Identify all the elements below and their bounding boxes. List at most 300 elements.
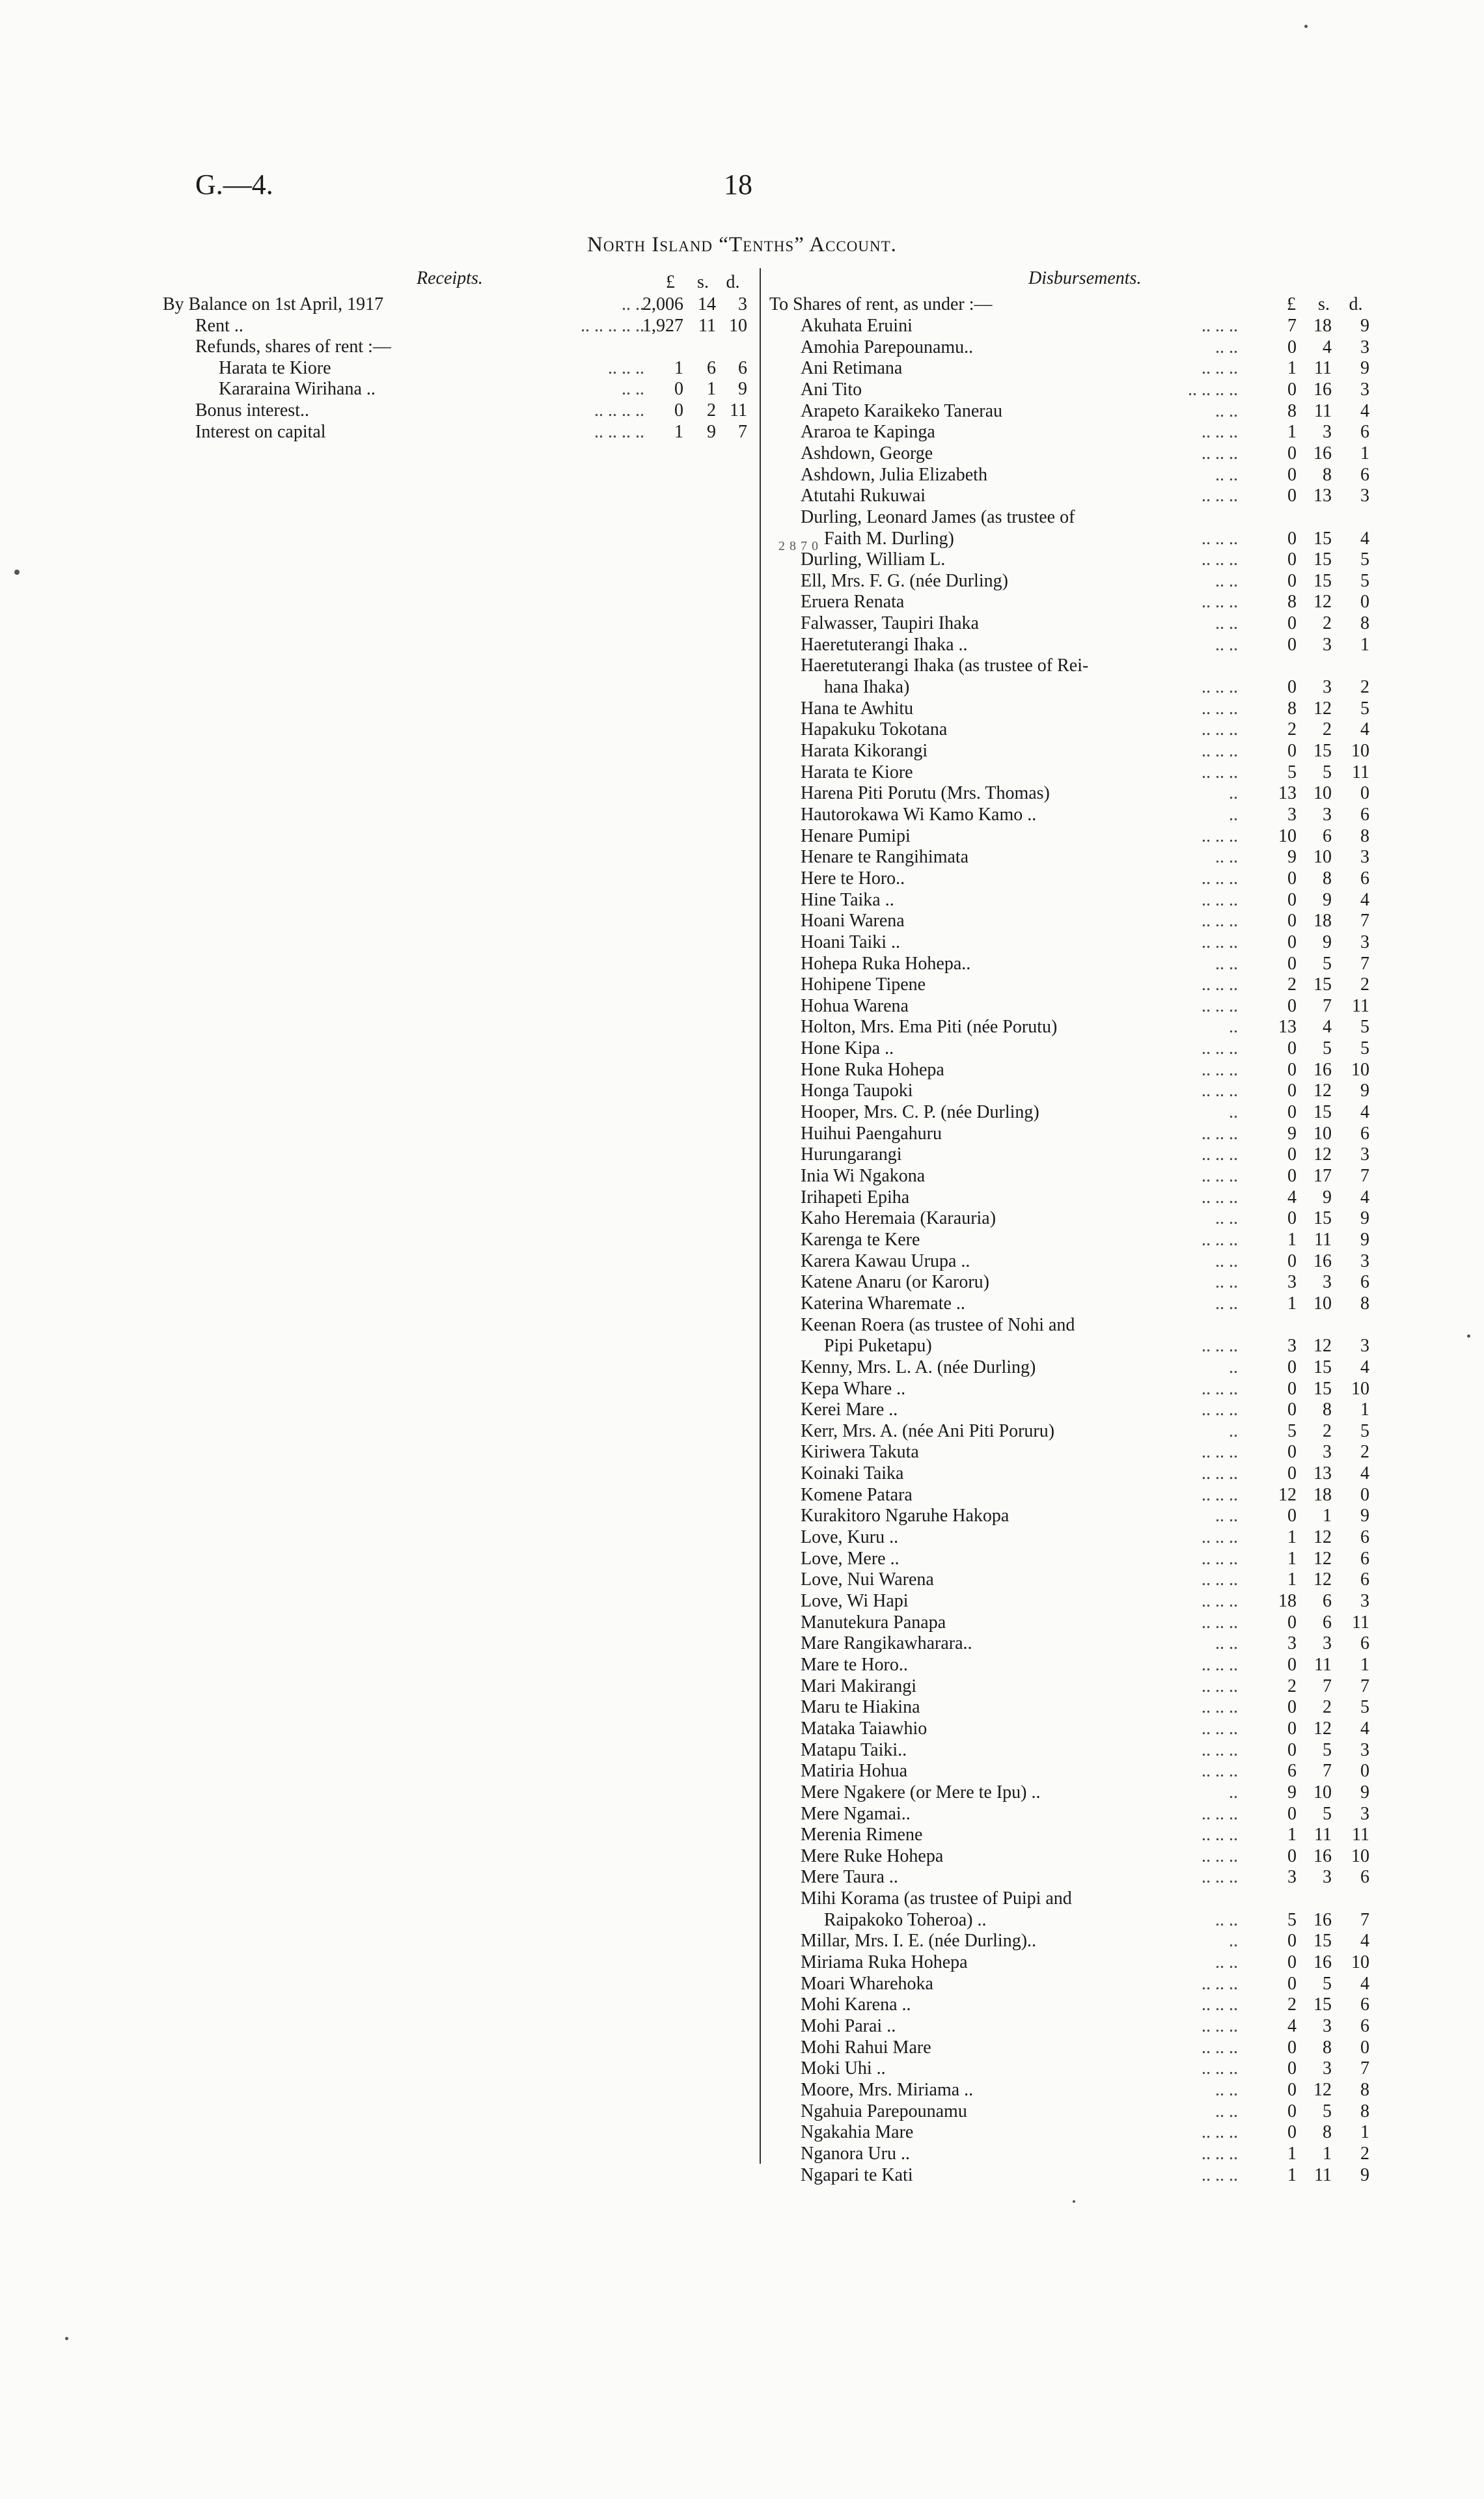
disbursement-label: Matapu Taiki..	[801, 1739, 907, 1760]
disbursement-row	[769, 847, 1372, 868]
disbursement-row	[769, 868, 1372, 889]
disbursement-pence: 6	[1360, 804, 1369, 825]
disbursement-shillings: 12	[1313, 1718, 1332, 1739]
disbursement-pounds: 9	[1287, 1123, 1297, 1144]
disbursement-shillings: 16	[1313, 1952, 1332, 1973]
receipt-label: Rent ..	[195, 315, 243, 336]
disbursement-pounds: 0	[1287, 570, 1297, 591]
disbursement-pounds: 0	[1287, 1803, 1297, 1824]
disbursement-shillings: 12	[1313, 1548, 1332, 1569]
disbursement-pence: 8	[1360, 2101, 1369, 2121]
disbursement-leader-dots: .. ..	[1215, 400, 1238, 421]
disbursement-label: Harata te Kiore	[801, 762, 913, 782]
disbursement-leader-dots: .. .. .. ..	[1188, 379, 1238, 400]
disbursement-row	[769, 486, 1372, 506]
page-number: 18	[724, 169, 752, 200]
disbursement-leader-dots: .. .. ..	[1202, 889, 1238, 910]
disbursement-pounds: 1	[1287, 1229, 1297, 1250]
disbursement-row	[769, 1952, 1372, 1973]
receipt-shillings: 11	[698, 315, 716, 336]
scan-speck	[1467, 1334, 1470, 1338]
disbursement-leader-dots: .. .. ..	[1202, 2037, 1238, 2058]
disbursement-label: Hana te Awhitu	[801, 698, 914, 719]
disbursement-label: Nganora Uru ..	[801, 2143, 910, 2164]
receipts-shillings-header: s.	[697, 272, 709, 292]
disbursement-leader-dots: .. ..	[1215, 953, 1238, 974]
disbursement-leader-dots: .. .. ..	[1202, 2016, 1238, 2036]
disbursement-shillings: 10	[1313, 1782, 1332, 1802]
disbursement-row	[769, 974, 1372, 995]
disbursement-leader-dots: .. .. ..	[1202, 2122, 1238, 2143]
disbursement-pence: 10	[1351, 1378, 1369, 1399]
disbursement-pounds: 0	[1287, 486, 1297, 506]
disbursement-pounds: 13	[1278, 783, 1297, 804]
disbursement-shillings: 4	[1323, 337, 1332, 357]
disbursement-label: Harena Piti Porutu (Mrs. Thomas)	[801, 783, 1050, 804]
receipt-leader-dots: .. .. .. .. ..	[581, 315, 644, 336]
disbursement-pounds: 0	[1287, 2037, 1297, 2058]
disbursement-pounds: 1	[1287, 1548, 1297, 1569]
disbursement-leader-dots: .. ..	[1215, 1909, 1238, 1930]
disbursement-row	[769, 1400, 1372, 1420]
disbursement-row	[769, 741, 1372, 762]
disbursement-pounds: 0	[1287, 1250, 1297, 1271]
disbursement-pounds: 3	[1287, 1867, 1297, 1888]
disbursement-shillings: 8	[1323, 2037, 1332, 2058]
disbursement-pounds: 0	[1287, 1102, 1297, 1123]
disbursement-row	[769, 1038, 1372, 1059]
disbursement-leader-dots: .. .. ..	[1202, 868, 1238, 889]
disbursement-pence: 0	[1360, 1761, 1369, 1782]
receipt-pence: 7	[738, 421, 747, 442]
disbursement-row	[769, 571, 1372, 592]
disbursement-shillings: 3	[1323, 1867, 1332, 1888]
disbursement-pounds: 0	[1287, 932, 1297, 952]
receipt-pounds: 2,006	[642, 294, 683, 314]
disbursement-row	[769, 954, 1372, 974]
disbursement-leader-dots: .. .. ..	[1202, 1463, 1238, 1484]
disbursement-shillings: 8	[1323, 1400, 1332, 1420]
disbursement-pence: 3	[1360, 1144, 1369, 1165]
disbursement-shillings: 11	[1314, 2164, 1332, 2185]
disbursement-pounds: 0	[1287, 2079, 1297, 2100]
disbursement-row	[769, 1144, 1372, 1165]
disbursement-leader-dots: .. .. ..	[1202, 1845, 1238, 1866]
disbursement-pounds: 0	[1287, 1697, 1297, 1718]
disbursement-label: Kaho Heremaia (Karauria)	[801, 1208, 996, 1229]
disbursement-shillings: 7	[1323, 995, 1332, 1016]
disbursement-pence: 3	[1360, 1803, 1369, 1824]
disbursement-row	[769, 1719, 1372, 1739]
disbursement-leader-dots: .. .. ..	[1202, 974, 1238, 995]
disbursement-shillings: 3	[1323, 1633, 1332, 1654]
disbursement-leader-dots: ..	[1229, 783, 1238, 804]
disbursement-row	[769, 1591, 1372, 1612]
disbursement-pounds: 5	[1287, 1909, 1297, 1930]
receipt-pence: 11	[730, 400, 747, 421]
disbursement-label: Mere Taura ..	[801, 1867, 898, 1888]
disbursement-row	[769, 1251, 1372, 1272]
disbursement-shillings: 15	[1313, 974, 1332, 995]
disbursement-row	[769, 1825, 1372, 1845]
disbursement-pounds: 0	[1287, 1166, 1297, 1186]
disbursement-pounds: 8	[1287, 698, 1297, 719]
disbursement-leader-dots: .. .. ..	[1202, 1569, 1238, 1590]
disbursement-row	[769, 1102, 1372, 1123]
disbursement-label: Arapeto Karaikeko Tanerau	[801, 400, 1003, 421]
disbursement-pounds: 0	[1287, 889, 1297, 910]
disbursement-row	[769, 1166, 1372, 1187]
disbursement-label: Irihapeti Epiha	[801, 1187, 910, 1208]
disbursement-label: Ani Tito	[801, 379, 862, 400]
disbursement-shillings: 16	[1313, 379, 1332, 400]
disbursement-shillings: 12	[1313, 1527, 1332, 1548]
disbursement-label: Huihui Paengahuru	[801, 1123, 942, 1144]
disbursement-row	[769, 1272, 1372, 1293]
disbursement-leader-dots: .. .. ..	[1202, 422, 1238, 443]
receipt-pounds: 1	[674, 357, 683, 378]
disbursement-label: Ngahuia Parepounamu	[801, 2101, 967, 2121]
receipt-shillings: 14	[698, 294, 716, 314]
disbursement-pounds: 0	[1287, 677, 1297, 698]
disbursement-pounds: 2	[1287, 1995, 1297, 2015]
disbursement-label: Hurungarangi	[801, 1144, 902, 1165]
disbursement-leader-dots: .. ..	[1215, 337, 1238, 357]
disbursement-shillings: 12	[1313, 1569, 1332, 1590]
disbursement-pence: 2	[1360, 974, 1369, 995]
disbursement-pounds: 1	[1287, 422, 1297, 443]
disbursement-row	[769, 656, 1372, 676]
disbursement-pence: 0	[1360, 1484, 1369, 1505]
disbursement-row	[769, 698, 1372, 719]
disbursement-leader-dots: ..	[1229, 1102, 1238, 1123]
disbursement-row	[769, 2058, 1372, 2079]
disbursement-pence: 7	[1360, 1676, 1369, 1696]
disbursement-pence: 2	[1360, 1442, 1369, 1463]
disbursement-pounds: 5	[1287, 762, 1297, 782]
disbursement-shillings: 15	[1313, 549, 1332, 570]
disbursement-label: Durling, William L.	[801, 549, 946, 570]
disbursement-label: Hautorokawa Wi Kamo Kamo ..	[801, 804, 1037, 825]
disbursement-shillings: 12	[1313, 698, 1332, 719]
disbursement-row	[769, 1697, 1372, 1718]
disbursement-label: Kurakitoro Ngaruhe Hakopa	[801, 1506, 1010, 1526]
disbursement-row	[769, 2037, 1372, 2058]
disbursement-shillings: 9	[1323, 1187, 1332, 1208]
disbursement-shillings: 18	[1313, 316, 1332, 336]
disbursement-leader-dots: .. .. ..	[1202, 1697, 1238, 1718]
disbursement-pence: 7	[1360, 2058, 1369, 2079]
disbursement-label: Haeretuterangi Ihaka ..	[801, 634, 968, 655]
disbursement-shillings: 8	[1323, 868, 1332, 889]
disbursement-row	[769, 1655, 1372, 1676]
disbursement-pence: 11	[1352, 1825, 1369, 1845]
disbursement-label: Millar, Mrs. I. E. (née Durling)..	[801, 1931, 1037, 1952]
disbursement-shillings: 5	[1323, 1973, 1332, 1994]
disbursement-shillings: 3	[1323, 1272, 1332, 1293]
disbursement-shillings: 16	[1313, 1909, 1332, 1930]
disbursement-leader-dots: .. ..	[1215, 570, 1238, 591]
disbursement-pence: 4	[1360, 1357, 1369, 1377]
disbursement-pence: 6	[1360, 464, 1369, 485]
disbursement-pence: 5	[1360, 549, 1369, 570]
disbursement-leader-dots: .. .. ..	[1202, 1038, 1238, 1059]
disbursement-shillings: 10	[1313, 847, 1332, 868]
disbursement-shillings: 2	[1323, 613, 1332, 634]
disbursement-shillings: 5	[1323, 1739, 1332, 1760]
intro-text: To Shares of rent, as under :—	[769, 294, 993, 314]
disbursement-leader-dots: .. .. ..	[1202, 1761, 1238, 1782]
receipt-row	[163, 400, 755, 421]
disbursement-leader-dots: .. .. ..	[1202, 2143, 1238, 2164]
disbursement-label: hana Ihaka)	[824, 677, 910, 698]
receipt-pence: 9	[738, 379, 747, 400]
disbursement-pounds: 3	[1287, 1272, 1297, 1293]
disbursement-row	[769, 529, 1372, 549]
disbursement-shillings: 11	[1314, 1825, 1332, 1845]
disbursement-leader-dots: .. .. ..	[1202, 1081, 1238, 1101]
disbursement-row	[769, 1974, 1372, 1995]
disbursement-row	[769, 1506, 1372, 1526]
disbursement-pounds: 6	[1287, 1761, 1297, 1782]
disbursement-leader-dots: .. .. ..	[1202, 2058, 1238, 2079]
disbursement-pounds: 13	[1278, 1017, 1297, 1038]
disbursement-label: Pipi Puketapu)	[824, 1336, 932, 1357]
disbursement-shillings: 3	[1323, 1442, 1332, 1463]
disbursement-pounds: 18	[1278, 1591, 1297, 1611]
disbursement-shillings: 17	[1313, 1166, 1332, 1186]
disbursement-label: Moore, Mrs. Miriama ..	[801, 2079, 974, 2100]
disbursement-leader-dots: .. .. ..	[1202, 486, 1238, 506]
disbursement-shillings: 15	[1313, 1357, 1332, 1377]
disbursement-row	[769, 805, 1372, 825]
disbursement-row	[769, 507, 1372, 528]
disbursement-shillings: 11	[1314, 1654, 1332, 1675]
disbursement-shillings: 12	[1313, 1336, 1332, 1357]
disbursement-row	[769, 1336, 1372, 1357]
disbursement-row	[769, 1995, 1372, 2015]
disbursement-pence: 2	[1360, 677, 1369, 698]
disbursement-shillings: 11	[1314, 1229, 1332, 1250]
disbursement-row	[769, 1357, 1372, 1378]
disbursement-pounds: 3	[1287, 804, 1297, 825]
disbursement-leader-dots: ..	[1229, 1420, 1238, 1441]
disbursement-label: Kerr, Mrs. A. (née Ani Piti Poruru)	[801, 1420, 1055, 1441]
disbursement-leader-dots: .. .. ..	[1202, 1612, 1238, 1633]
disbursement-label: Ani Retimana	[801, 358, 903, 379]
disbursement-leader-dots: .. .. ..	[1202, 911, 1238, 932]
disbursement-row	[769, 1230, 1372, 1250]
disbursement-pence: 6	[1360, 1548, 1369, 1569]
disbursement-shillings: 5	[1323, 1803, 1332, 1824]
disbursement-leader-dots: .. .. ..	[1202, 1739, 1238, 1760]
disbursement-pounds: 8	[1287, 400, 1297, 421]
disbursement-pence: 7	[1360, 953, 1369, 974]
disbursement-row	[769, 1761, 1372, 1782]
column-divider	[760, 268, 761, 2164]
disbursement-row	[769, 1740, 1372, 1761]
disbursement-label: Kiriwera Takuta	[801, 1442, 919, 1463]
disbursement-leader-dots: .. .. ..	[1202, 1378, 1238, 1399]
disbursement-pence: 4	[1360, 1718, 1369, 1739]
disbursement-label: Hine Taika ..	[801, 889, 894, 910]
receipts-pounds-header: £	[666, 272, 675, 292]
disbursement-leader-dots: .. ..	[1215, 2079, 1238, 2100]
disbursement-label: Matiria Hohua	[801, 1761, 908, 1782]
disbursement-pounds: 1	[1287, 1569, 1297, 1590]
disbursement-leader-dots: .. ..	[1215, 464, 1238, 485]
disbursement-pence: 6	[1360, 422, 1369, 443]
disbursement-pounds: 0	[1287, 911, 1297, 932]
disbursement-shillings: 10	[1313, 1293, 1332, 1314]
disbursement-leader-dots: .. ..	[1215, 1506, 1238, 1526]
receipt-leader-dots: .. .. .. ..	[594, 400, 644, 421]
disbursement-pence: 6	[1360, 2016, 1369, 2036]
disbursement-label: Haeretuterangi Ihaka (as trustee of Rei-	[801, 656, 1089, 676]
receipt-shillings: 9	[707, 421, 716, 442]
disbursement-row	[769, 635, 1372, 656]
disbursement-pence: 9	[1360, 358, 1369, 379]
disbursement-pence: 3	[1360, 1591, 1369, 1611]
disbursement-pounds: 3	[1287, 1336, 1297, 1357]
disbursement-shillings: 3	[1323, 2016, 1332, 2036]
disbursement-leader-dots: .. ..	[1215, 1272, 1238, 1293]
disbursement-pounds: 0	[1287, 464, 1297, 485]
receipt-shillings: 1	[707, 379, 716, 400]
disbursement-pence: 7	[1360, 911, 1369, 932]
disbursement-row	[769, 1081, 1372, 1101]
disbursement-row	[769, 677, 1372, 698]
disbursement-shillings: 8	[1323, 464, 1332, 485]
disbursement-pence: 11	[1352, 1612, 1369, 1633]
disbursement-pounds: 0	[1287, 549, 1297, 570]
disbursement-pounds: 0	[1287, 1973, 1297, 1994]
disbursement-shillings: 12	[1313, 1144, 1332, 1165]
disbursement-pence: 8	[1360, 1293, 1369, 1314]
disbursement-row	[769, 380, 1372, 400]
disbursement-leader-dots: .. .. ..	[1202, 1229, 1238, 1250]
disbursement-pounds: 0	[1287, 1718, 1297, 1739]
disbursement-label: Mataka Taiawhio	[801, 1718, 928, 1739]
disbursements-pence-header: d.	[1349, 294, 1363, 314]
disbursement-shillings: 2	[1323, 1420, 1332, 1441]
disbursement-shillings: 18	[1313, 911, 1332, 932]
disbursement-leader-dots: .. .. ..	[1202, 762, 1238, 782]
disbursement-pounds: 0	[1287, 1357, 1297, 1377]
disbursement-row	[769, 1867, 1372, 1888]
disbursement-shillings: 2	[1323, 719, 1332, 740]
disbursement-leader-dots: .. ..	[1215, 2101, 1238, 2121]
scan-speck	[65, 2337, 68, 2340]
disbursement-label: Hoani Warena	[801, 911, 905, 932]
disbursement-label: Henare Pumipi	[801, 825, 911, 846]
disbursements-pounds-header: £	[1287, 294, 1296, 314]
disbursement-row	[769, 1293, 1372, 1314]
disbursement-pounds: 0	[1287, 953, 1297, 974]
disbursement-label: Moari Wharehoka	[801, 1973, 933, 1994]
disbursement-row	[769, 1888, 1372, 1909]
disbursement-pence: 4	[1360, 889, 1369, 910]
disbursement-pounds: 0	[1287, 995, 1297, 1016]
disbursement-label: Miriama Ruka Hohepa	[801, 1952, 968, 1973]
disbursement-label: Akuhata Eruini	[801, 316, 913, 336]
receipt-pence: 10	[729, 315, 747, 336]
disbursement-row	[769, 762, 1372, 783]
disbursement-shillings: 12	[1313, 592, 1332, 613]
disbursement-label: Amohia Parepounamu..	[801, 337, 974, 357]
disbursement-shillings: 15	[1313, 570, 1332, 591]
disbursement-leader-dots: .. .. ..	[1202, 1825, 1238, 1845]
disbursement-leader-dots: .. .. ..	[1202, 1187, 1238, 1208]
disbursement-shillings: 10	[1313, 783, 1332, 804]
disbursement-row	[769, 1931, 1372, 1952]
disbursement-label: Henare te Rangihimata	[801, 847, 969, 868]
disbursement-row	[769, 401, 1372, 422]
disbursement-label: Mari Makirangi	[801, 1676, 917, 1696]
disbursement-leader-dots: .. .. ..	[1202, 995, 1238, 1016]
disbursement-row	[769, 2165, 1372, 2186]
disbursement-pence: 5	[1360, 1017, 1369, 1038]
disbursement-pence: 3	[1360, 1739, 1369, 1760]
disbursement-label: Love, Mere ..	[801, 1548, 900, 1569]
disbursement-pounds: 0	[1287, 1739, 1297, 1760]
disbursement-pounds: 0	[1287, 1400, 1297, 1420]
receipt-leader-dots: .. ..	[622, 294, 644, 314]
disbursement-leader-dots: .. .. ..	[1202, 1166, 1238, 1186]
disbursement-shillings: 15	[1313, 741, 1332, 761]
disbursement-leader-dots: .. .. ..	[1202, 1123, 1238, 1144]
disbursement-row	[769, 1569, 1372, 1590]
disbursement-row	[769, 826, 1372, 847]
disbursement-label: Karera Kawau Urupa ..	[801, 1250, 970, 1271]
disbursement-shillings: 10	[1313, 1123, 1332, 1144]
disbursement-pounds: 0	[1287, 741, 1297, 761]
disbursement-pence: 4	[1360, 719, 1369, 740]
disbursement-leader-dots: .. .. ..	[1202, 1527, 1238, 1548]
disbursement-label: Kepa Whare ..	[801, 1378, 906, 1399]
disbursement-pence: 3	[1360, 1250, 1369, 1271]
disbursement-pence: 1	[1360, 1400, 1369, 1420]
disbursement-label: Mohi Rahui Mare	[801, 2037, 931, 2058]
disbursement-leader-dots: .. ..	[1215, 613, 1238, 634]
disbursement-pounds: 5	[1287, 1420, 1297, 1441]
disbursement-pounds: 0	[1287, 1463, 1297, 1484]
disbursement-shillings: 15	[1313, 1208, 1332, 1229]
disbursement-leader-dots: .. ..	[1215, 1952, 1238, 1973]
disbursement-shillings: 11	[1314, 400, 1332, 421]
disbursement-pounds: 0	[1287, 1208, 1297, 1229]
disbursement-pence: 0	[1360, 2037, 1369, 2058]
disbursement-pounds: 9	[1287, 1782, 1297, 1802]
disbursement-shillings: 5	[1323, 2101, 1332, 2121]
disbursement-label: Merenia Rimene	[801, 1825, 923, 1845]
disbursement-shillings: 8	[1323, 2122, 1332, 2143]
disbursement-leader-dots: .. .. ..	[1202, 932, 1238, 952]
disbursement-label: Araroa te Kapinga	[801, 422, 935, 443]
disbursement-pence: 6	[1360, 1995, 1369, 2015]
disbursement-leader-dots: .. .. ..	[1202, 443, 1238, 463]
disbursement-pence: 4	[1360, 400, 1369, 421]
disbursement-pounds: 0	[1287, 613, 1297, 634]
disbursement-row	[769, 1549, 1372, 1569]
disbursement-row	[769, 890, 1372, 911]
disbursement-row	[769, 2144, 1372, 2164]
disbursement-pence: 3	[1360, 379, 1369, 400]
disbursement-row	[769, 1379, 1372, 1400]
disbursement-pence: 9	[1360, 1506, 1369, 1526]
disbursement-shillings: 7	[1323, 1761, 1332, 1782]
receipt-label: Kararaina Wirihana ..	[219, 379, 376, 400]
